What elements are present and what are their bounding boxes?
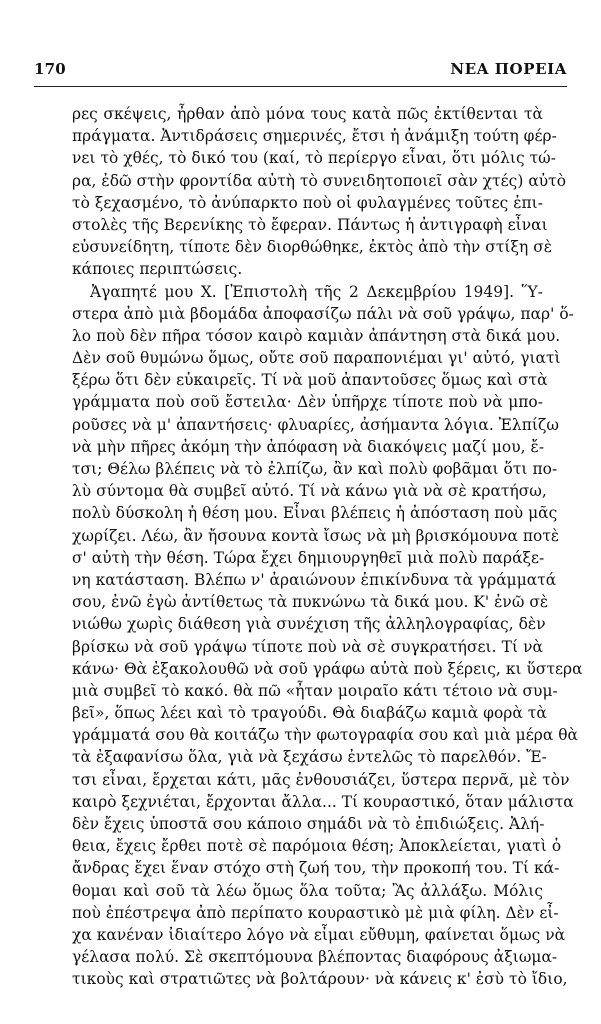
- text-line: λο ποὺ δὲν πῆρα τόσον καιρὸ καμιὰν ἀπάντηση στὰ δικά μου.: [72, 326, 561, 345]
- text-line: ξέρω ὅτι δὲν εὐκαιρεῖς. Τί νὰ μοῦ ἀπαντοῦσες ὅμως καὶ στὰ: [72, 371, 548, 390]
- text-line: κάποιες περιπτώσεις.: [72, 260, 243, 279]
- text-line: θεια, ἔχεις ἔρθει ποτὲ σὲ παρόμοια θέση; Ἀποκλείεται, γιατὶ ὁ: [72, 837, 562, 856]
- text-line: τικοὺς καὶ στρατιῶτες νὰ βολτάρουν· νὰ κάνεις κ' ἐσὺ τὸ ἴδιο,: [72, 970, 568, 989]
- text-line: στολὲς τῆς Βερενίκης τὸ ἔφεραν. Πάντως ἡ ἀντιγραφὴ εἶναι: [72, 215, 548, 234]
- page-header: [34, 60, 567, 84]
- text-line: νιώθω χωρὶς διάθεση γιὰ συνέχιση τῆς ἀλληλογραφίας, δὲν: [72, 615, 546, 634]
- text-line: τσι εἶναι, ἔρχεται κάτι, μᾶς ἐνθουσιάζει, ὕστερα περνᾶ, μὲ τὸν: [72, 770, 570, 789]
- text-line: σ' αὐτὴ τὴν θέση. Τώρα ἔχει δημιουργηθεῖ μιὰ πολὺ παράξε-: [72, 548, 545, 567]
- text-line: στερα ἀπὸ μιὰ βδομάδα ἀποφασίζω πάλι νὰ σοῦ γράψω, παρ' ὅ-: [72, 304, 574, 323]
- text-line: ρα, ἐδῶ στὴν φροντίδα αὐτὴ τὸ συνειδητοποιεῖ σὰν χτές) αὐτὸ: [72, 171, 567, 190]
- text-line: νει τὸ χθές, τὸ δικό του (καί, τὸ περίεργο εἶναι, ὅτι μόλις τώ-: [72, 149, 557, 168]
- text-line: βρίσκω νὰ σοῦ γράψω τίποτε ποὺ νὰ σὲ συγκρατήσει. Τί νὰ: [72, 637, 543, 656]
- text-line: νὰ μὴν πῆρες ἀκόμη τὴν ἀπόφαση νὰ διακόψεις μαζί μου, ἔ-: [72, 437, 545, 456]
- text-line: γράμματα ποὺ σοῦ ἔστειλα· Δὲν ὑπῆρχε τίποτε ποὺ νὰ μπο-: [72, 393, 543, 412]
- text-line: τὸ ξεχασμένο, τὸ ἀνύπαρκτο ποὺ οἱ φυλαγμένες τοῦτες ἐπι-: [72, 193, 544, 212]
- text-line: χωρίζει. Λέω, ἂν ἤσουνα κοντὰ ἴσως νὰ μὴ βρισκόμουνα ποτὲ: [72, 526, 560, 545]
- header-rule: [34, 86, 567, 87]
- text-line: τὰ ἐξαφανίσω ὅλα, γιὰ νὰ ξεχάσω ἐντελῶς τὸ παρελθόν. Ἔ-: [72, 748, 547, 767]
- text-line: βεῖ», ὅπως λέει καὶ τὸ τραγούδι. Θὰ διαβάζω καμιὰ φορὰ τὰ: [72, 704, 547, 723]
- text-line: ρες σκέψεις, ἦρθαν ἀπὸ μόνα τους κατὰ πῶς ἐκτίθενται τὰ: [72, 105, 543, 123]
- text-line: σου, ἐνῶ ἐγὼ ἀντίθετως τὰ πυκνώνω τὰ δικά μου. Κ' ἐνῶ σὲ: [72, 593, 549, 612]
- text-line: γράμματά σου θὰ κοιτάζω τὴν φωτογραφία σου καὶ μιὰ μέρα θὰ: [72, 726, 578, 745]
- text-line: ροῦσες νὰ μ' ἀπαντήσεις· φλυαρίες, ἀσήμαντα λόγια. Ἐλπίζω: [72, 415, 559, 434]
- text-line: εὐσυνείδητη, τίποτε δὲν διορθώθηκε, ἐκτὸς ἀπὸ τὴν στίξη σὲ: [72, 238, 553, 257]
- text-line: κάνω· Θὰ ἐξακολουθῶ νὰ σοῦ γράφω αὐτὰ ποὺ ξέρεις, κι ὕστερα: [72, 659, 583, 678]
- text-line: χα κανέναν ἰδιαίτερο λόγο νὰ εἶμαι εὔθυμη, φαίνεται ὅμως νὰ: [72, 925, 566, 944]
- body-text: [72, 103, 583, 991]
- text-line: καιρὸ ξεχνιέται, ἔρχονται ἄλλα... Τί κουραστικό, ὅταν μάλιστα: [72, 792, 574, 811]
- text-line: θομαι καὶ σοῦ τὰ λέω ὅμως ὅλα τοῦτα; Ἂς ἀλλάξω. Μόλις: [72, 881, 543, 900]
- text-line: γέλασα πολύ. Σὲ σκεπτόμουνα βλέποντας διαφόρους ἀξιωμα-: [72, 948, 558, 967]
- text-line: λὺ σύντομα θὰ συμβεῖ αὐτό. Τί νὰ κάνω γιὰ νὰ σὲ κρατήσω,: [72, 482, 547, 501]
- text-line: ποὺ ἐπέστρεψα ἀπὸ περίπατο κουραστικὸ μὲ μιὰ φίλη. Δὲν εἶ-: [72, 903, 559, 922]
- text-line: πολὺ δύσκολη ἡ θέση μου. Εἶναι βλέπεις ἡ ἀπόσταση ποὺ μᾶς: [72, 504, 558, 523]
- text-line: Ἀγαπητέ μου Χ. [Ἐπιστολὴ τῆς 2 Δεκεμβρίου 1949]. Ὕ-: [90, 282, 543, 301]
- text-line: Δὲν σοῦ θυμώνω ὅμως, οὔτε σοῦ παραπονιέμαι γι' αὐτό, γιατὶ: [72, 349, 561, 368]
- text-line: νη κατάσταση. Βλέπω ν' ἀραιώνουν ἐπικίνδυνα τὰ γράμματά: [72, 570, 557, 589]
- text-line: μιὰ συμβεῖ τὸ κακό. θὰ πῶ «ἦταν μοιραῖο κάτι τέτοιο νὰ συμ-: [72, 681, 558, 700]
- text-line: τσι; Θέλω βλέπεις νὰ τὸ ἐλπίζω, ἂν καὶ πολὺ φοβᾶμαι ὅτι πο-: [72, 460, 558, 478]
- text-line: δὲν ἔχεις ὑποστᾶ σου κάποιο σημάδι νὰ τὸ ἐπιδιώξεις. Ἀλή-: [72, 815, 545, 833]
- text-line: ἄνδρας ἔχει ἕναν στόχο στὴ ζωή του, τὴν προκοπή του. Τί κά-: [72, 859, 560, 878]
- page-number: 170: [34, 60, 66, 78]
- running-head: ΝΕΑ ΠΟΡΕΙΑ: [450, 60, 567, 78]
- text-line: πράγματα. Ἀντιδράσεις σημερινές, ἔτσι ἡ ἀνάμιξη τούτη φέρ-: [72, 127, 557, 146]
